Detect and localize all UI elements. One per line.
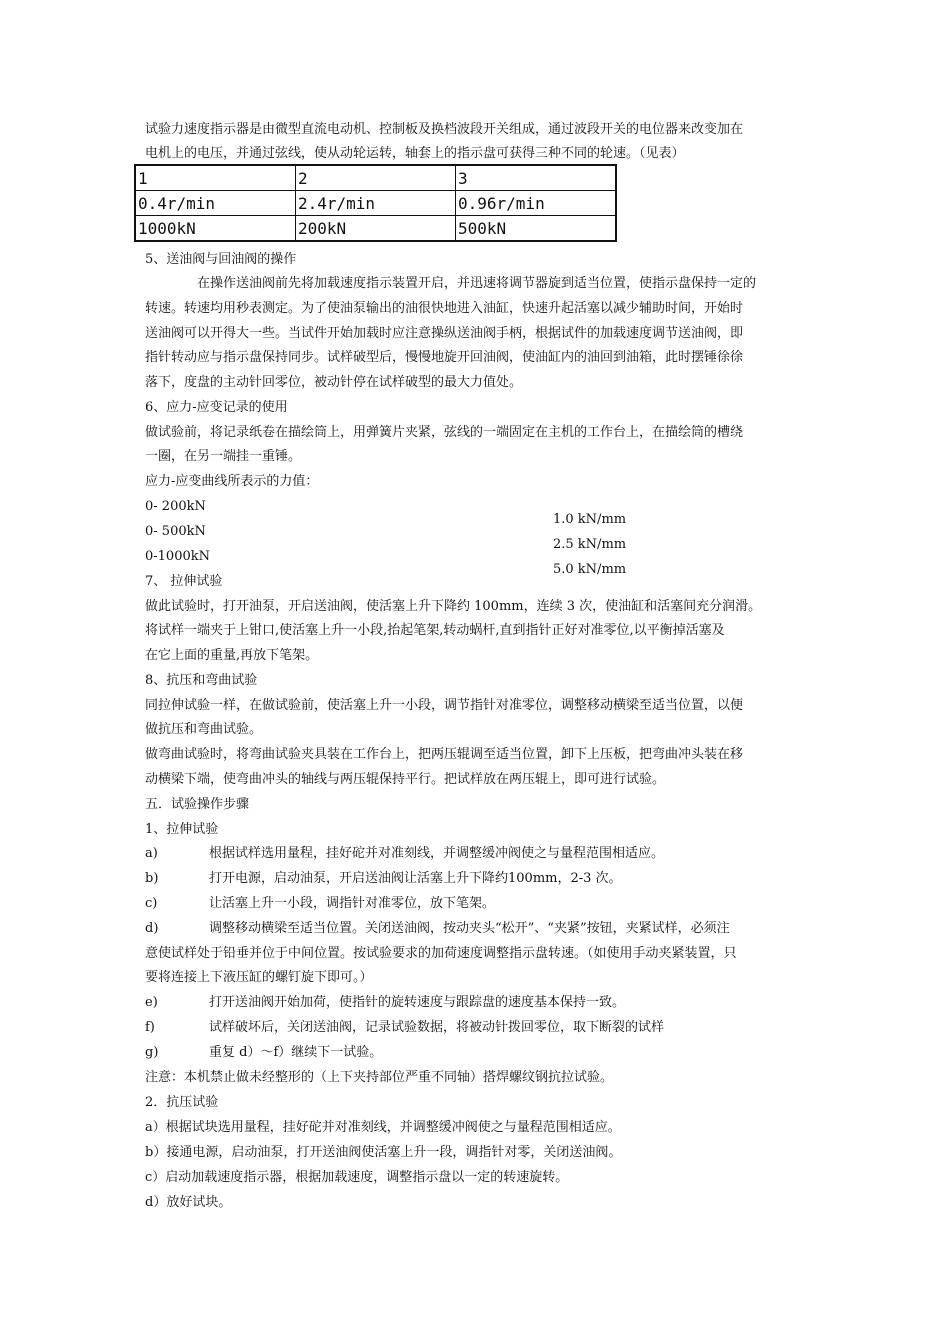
step-key: g) [145, 1045, 159, 1060]
table-cell: 1 [135, 165, 296, 191]
section-6-line: 一圈，在另一端挂一重锤。 [145, 449, 302, 464]
table-cell: 500kN [456, 216, 617, 242]
force-range: 0- 200kN [145, 499, 206, 514]
section-8-line: 做抗压和弯曲试验。 [145, 722, 263, 737]
step-item [145, 991, 625, 1016]
force-range: 0-1000kN [145, 549, 210, 564]
section-5-line: 转速。转速均用秒表测定。为了使油泵输出的油很快地进入油缸，快速升起活塞以减少辅助时间，开始时 [145, 301, 744, 316]
section-7-heading: 7、 拉伸试验 [145, 574, 223, 589]
table-cell: 3 [456, 165, 617, 191]
step-key: f) [145, 1020, 155, 1035]
step-item [145, 1016, 664, 1041]
step-key: e) [145, 995, 158, 1010]
table-cell: 0.96r/min [456, 191, 617, 216]
compress-heading: 2．抗压试验 [145, 1095, 219, 1110]
section-6-heading: 6、应力-应变记录的使用 [145, 400, 288, 415]
table-cell: 0.4r/min [135, 191, 296, 216]
step-item [145, 842, 664, 867]
step-text: 打开电源，启动油泵，开启送油阀让活塞上升下降约100mm，2-3 次。 [209, 871, 622, 886]
section-5-line: 送油阀可以开得大一些。当试件开始加载时应注意操纵送油阀手柄，根据试件的加载速度调节送油阀，即 [145, 326, 744, 341]
table-cell: 2.4r/min [296, 191, 456, 216]
step-item [145, 867, 622, 892]
step-d-continued: 要将连接上下液压缸的螺钉旋下即可。） [145, 970, 373, 985]
note: 注意：本机禁止做未经整形的（上下夹持部位严重不同轴）搭焊螺纹钢抗拉试验。 [145, 1070, 614, 1085]
step-text: 调整移动横梁至适当位置。关闭送油阀，按动夹头“松开”、“夹紧”按钮，夹紧试样，必须注 [209, 921, 730, 936]
compress-step: a）根据试块选用量程，挂好砣并对准刻线，并调整缓冲阀使之与量程范围相适应。 [145, 1120, 621, 1135]
step-text: 试样破坏后，关闭送油阀，记录试验数据，将被动针拨回零位，取下断裂的试样 [209, 1020, 665, 1035]
step-key: b) [145, 871, 159, 886]
section-5-heading: 5、送油阀与回油阀的操作 [145, 252, 297, 267]
step-item [145, 917, 730, 942]
step-text: 打开送油阀开始加荷，使指针的旋转速度与跟踪盘的速度基本保持一致。 [209, 995, 626, 1010]
table-cell: 2 [296, 165, 456, 191]
section-7-line: 在它上面的重量,再放下笔架。 [145, 648, 319, 663]
force-range: 0- 500kN [145, 524, 206, 539]
speed-table [134, 164, 617, 242]
compress-step: b）接通电源，启动油泵，打开送油阀使活塞上升一段，调指针对零，关闭送油阀。 [145, 1145, 622, 1160]
step-text: 根据试样选用量程，挂好砣并对准刻线，并调整缓冲阀使之与量程范围相适应。 [209, 846, 665, 861]
table-row [135, 216, 616, 242]
step-text: 让活塞上升一小段，调指针对准零位，放下笔架。 [209, 896, 496, 911]
step-item [145, 1041, 382, 1066]
intro-line-2: 电机上的电压，并通过弦线，使从动轮运转，轴套上的指示盘可获得三种不同的轮速。（见表） [145, 146, 685, 161]
section-5-line: 在操作送油阀前先将加载速度指示装置开启，并迅速将调节器旋到适当位置，使指示盘保持一定的 [197, 276, 757, 291]
step-item [145, 892, 495, 917]
section-8-line: 动横梁下端，使弯曲冲头的轴线与两压辊保持平行。把试样放在两压辊上，即可进行试验。 [145, 772, 666, 787]
step-d-continued: 意使试样处于铅垂并位于中间位置。按试验要求的加荷速度调整指示盘转速。（如使用手动夹紧装置，只 [145, 946, 737, 961]
step-key: c) [145, 896, 158, 911]
section-7-line: 将试样一端夹于上钳口,使活塞上升一小段,抬起笔架,转动蜗杆,直到指针正好对准零位,以平衡掉活塞及 [145, 623, 725, 638]
table-row [135, 191, 616, 216]
step-key: d) [145, 921, 159, 936]
compress-step: d）放好试块。 [145, 1195, 232, 1210]
section-8-line: 同拉伸试验一样，在做试验前，使活塞上升一小段，调节指针对准零位，调整移动横梁至适当位置，以便 [145, 698, 744, 713]
force-value: 5.0 kN/mm [553, 562, 627, 577]
section-5-line: 指针转动应与指示盘保持同步。试样破型后，慢慢地旋开回油阀，使油缸内的油回到油箱，此时摆锤徐徐 [145, 350, 744, 365]
table-cell: 200kN [296, 216, 456, 242]
section-8-heading: 8、抗压和弯曲试验 [145, 673, 258, 688]
table-row [135, 165, 616, 191]
step-text: 重复 d）～f）继续下一试验。 [209, 1045, 383, 1060]
tensile-heading: 1、拉伸试验 [145, 822, 219, 837]
table-cell: 1000kN [135, 216, 296, 242]
section-7-line: 做此试验时，打开油泵，开启送油阀，使活塞上升下降约 100mm，连续 3 次，使油缸和活塞间充分润滑。 [145, 599, 762, 614]
section-5-line: 落下，度盘的主动针回零位，被动针停在试样破型的最大力值处。 [145, 375, 523, 390]
step-key: a) [145, 846, 158, 861]
force-value: 2.5 kN/mm [553, 537, 627, 552]
force-value: 1.0 kN/mm [553, 512, 627, 527]
section-five-heading: 五．试验操作步骤 [145, 797, 250, 812]
section-8-line: 做弯曲试验时，将弯曲试验夹具装在工作台上，把两压辊调至适当位置，卸下上压板，把弯曲冲头装在移 [145, 747, 744, 762]
intro-line-1: 试验力速度指示器是由微型直流电动机、控制板及换档波段开关组成，通过波段开关的电位器来改变加在 [145, 122, 744, 137]
force-heading: 应力-应变曲线所表示的力值： [145, 474, 319, 489]
section-6-line: 做试验前，将记录纸卷在描绘筒上，用弹簧片夹紧，弦线的一端固定在主机的工作台上，在描绘筒的槽绕 [145, 425, 744, 440]
compress-step: c）启动加载速度指示器，根据加载速度，调整指示盘以一定的转速旋转。 [145, 1170, 569, 1185]
